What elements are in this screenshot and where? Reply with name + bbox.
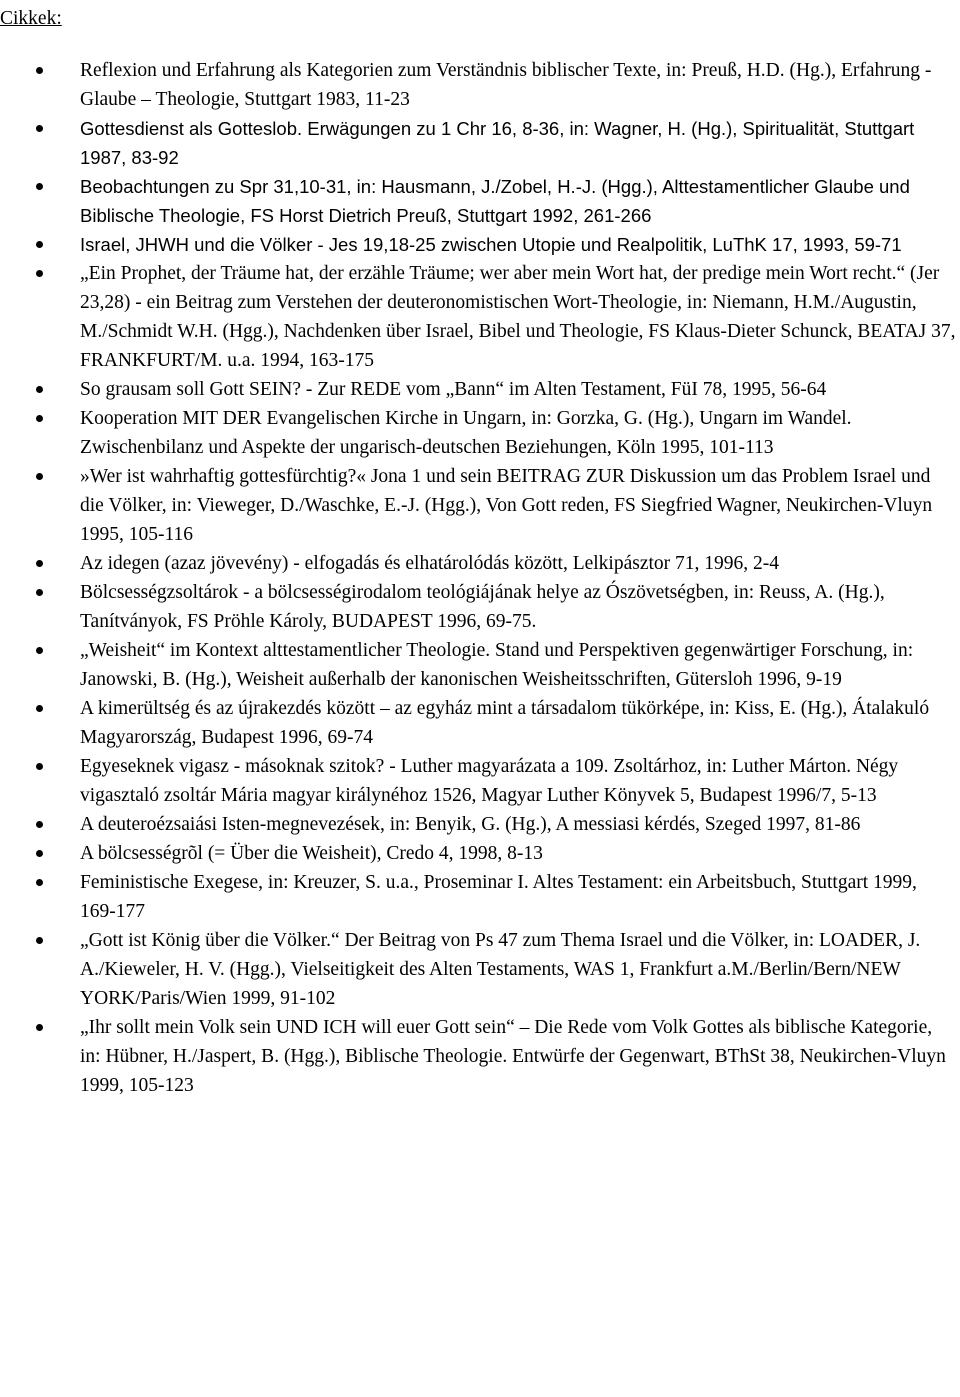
article-citation: Bölcsességzsoltárok - a bölcsességirodalom teológiájának helye az Ószövetségben, in: Reuss, A. (Hg.), Tanítványok, FS Pröhle Károly, BUDAPEST 1996, 69-75. xyxy=(80,582,885,632)
article-entry xyxy=(0,636,960,694)
bullet-icon xyxy=(36,125,43,132)
article-entry xyxy=(0,752,960,810)
bullet-icon xyxy=(36,67,43,74)
article-entry xyxy=(0,868,960,926)
article-citation: Az idegen (azaz jövevény) - elfogadás és elhatárolódás között, Lelkipásztor 71, 1996, 2-4 xyxy=(80,553,780,574)
article-citation: „Weisheit“ im Kontext alttestamentlicher Theologie. Stand und Perspektiven gegenwärtiger Forschung, in: Janowski, B. (Hg.), Weisheit außerhalb der kanonischen Weisheitsschriften, Gütersloh 1996, 9-19 xyxy=(80,640,914,690)
bullet-icon xyxy=(36,821,43,828)
article-citation: Reflexion und Erfahrung als Kategorien zum Verständnis biblischer Texte, in: Preuß, H.D. (Hg.), Erfahrung - Glaube – Theologie, Stuttgart 1983, 11-23 xyxy=(80,60,932,110)
bullet-icon xyxy=(36,647,43,654)
article-citation: Kooperation MIT DER Evangelischen Kirche in Ungarn, in: Gorzka, G. (Hg.), Ungarn im Wandel. Zwischenbilanz und Aspekte der ungarisch-deutschen Beziehungen, Köln 1995, 101-113 xyxy=(80,408,852,458)
article-entry xyxy=(0,259,960,375)
article-citation: A kimerültség és az újrakezdés között – az egyház mint a társadalom tükörképe, in: Kiss, E. (Hg.), Átalakuló Magyarország, Budapest 1996, 69-74 xyxy=(80,698,930,748)
article-citation: „Gott ist König über die Völker.“ Der Beitrag von Ps 47 zum Thema Israel und die Völker, in: LOADER, J. A./Kieweler, H. V. (Hgg.), Vielseitigkeit des Alten Testaments, WAS 1, Frankfurt a.M./Berlin/Bern/NEW YORK/Paris/Wien 1999, 91-102 xyxy=(80,930,921,1009)
bullet-icon xyxy=(36,879,43,886)
page-heading: Cikkek: xyxy=(0,8,62,29)
article-list xyxy=(0,56,960,1100)
bullet-icon xyxy=(36,415,43,422)
bullet-icon xyxy=(36,1024,43,1031)
bullet-icon xyxy=(36,763,43,770)
bullet-icon xyxy=(36,270,43,277)
article-citation: »Wer ist wahrhaftig gottesfürchtig?« Jona 1 und sein BEITRAG ZUR Diskussion um das Problem Israel und die Völker, in: Vieweger, D./Waschke, E.-J. (Hgg.), Von Gott reden, FS Siegfried Wagner, Neukirchen-Vluyn 1995, 105-116 xyxy=(80,466,933,545)
bullet-icon xyxy=(36,183,43,190)
bullet-icon xyxy=(36,705,43,712)
article-citation: Beobachtungen zu Spr 31,10-31, in: Hausmann, J./Zobel, H.-J. (Hgg.), Alttestamentlicher Glaube und Biblische Theologie, FS Horst Dietrich Preuß, Stuttgart 1992, 261-266 xyxy=(80,176,910,226)
bullet-icon xyxy=(36,850,43,857)
article-entry xyxy=(0,404,960,462)
article-entry xyxy=(0,56,960,114)
article-citation: Feministische Exegese, in: Kreuzer, S. u.a., Proseminar I. Altes Testament: ein Arbeitsbuch, Stuttgart 1999, 169-177 xyxy=(80,872,917,922)
article-citation: A deuteroézsaiási Isten-megnevezések, in: Benyik, G. (Hg.), A messiasi kérdés, Szeged 1997, 81-86 xyxy=(80,814,861,835)
bullet-icon xyxy=(36,937,43,944)
article-citation: „Ein Prophet, der Träume hat, der erzähle Träume; wer aber mein Wort hat, der predige mein Wort recht.“ (Jer 23,28) - ein Beitrag zum Verstehen der deuteronomistischen Wort-Theologie, in: Niemann, H.M./Augustin, M./Schmidt W.H. (Hgg.), Nachdenken über Israel, Bibel und Theologie, FS Klaus-Dieter Schunck, BEATAJ 37, FRANKFURT/M. u.a. 1994, 163-175 xyxy=(80,263,956,371)
article-citation: „Ihr sollt mein Volk sein UND ICH will euer Gott sein“ – Die Rede vom Volk Gottes als biblische Kategorie, in: Hübner, H./Jaspert, B. (Hgg.), Biblische Theologie. Entwürfe der Gegenwart, BThSt 38, Neukirchen-Vluyn 1999, 105-123 xyxy=(80,1017,946,1096)
article-entry xyxy=(0,839,960,868)
article-entry xyxy=(0,462,960,549)
article-citation: A bölcsességrõl (= Über die Weisheit), Credo 4, 1998, 8-13 xyxy=(80,843,543,864)
article-entry xyxy=(0,230,960,259)
article-entry xyxy=(0,926,960,1013)
bullet-icon xyxy=(36,589,43,596)
bullet-icon xyxy=(36,560,43,567)
bullet-icon xyxy=(36,473,43,480)
article-entry xyxy=(0,114,960,172)
bullet-icon xyxy=(36,386,43,393)
article-entry xyxy=(0,375,960,404)
article-entry xyxy=(0,1013,960,1100)
article-entry xyxy=(0,578,960,636)
article-entry xyxy=(0,810,960,839)
bullet-icon xyxy=(36,241,43,248)
article-citation: So grausam soll Gott SEIN? - Zur REDE vom „Bann“ im Alten Testament, FüI 78, 1995, 56-64 xyxy=(80,379,827,400)
article-citation: Gottesdienst als Gotteslob. Erwägungen zu 1 Chr 16, 8-36, in: Wagner, H. (Hg.), Spiritualität, Stuttgart 1987, 83-92 xyxy=(80,118,915,168)
article-citation: Israel, JHWH und die Völker - Jes 19,18-25 zwischen Utopie und Realpolitik, LuThK 17, 1993, 59-71 xyxy=(80,234,902,255)
article-citation: Egyeseknek vigasz - másoknak szitok? - Luther magyarázata a 109. Zsoltárhoz, in: Luther Márton. Négy vigasztaló zsoltár Mária magyar királynéhoz 1526, Magyar Luther Könyvek 5, Budapest 1996/7, 5-13 xyxy=(80,756,899,806)
article-entry xyxy=(0,694,960,752)
article-entry xyxy=(0,549,960,578)
article-entry xyxy=(0,172,960,230)
